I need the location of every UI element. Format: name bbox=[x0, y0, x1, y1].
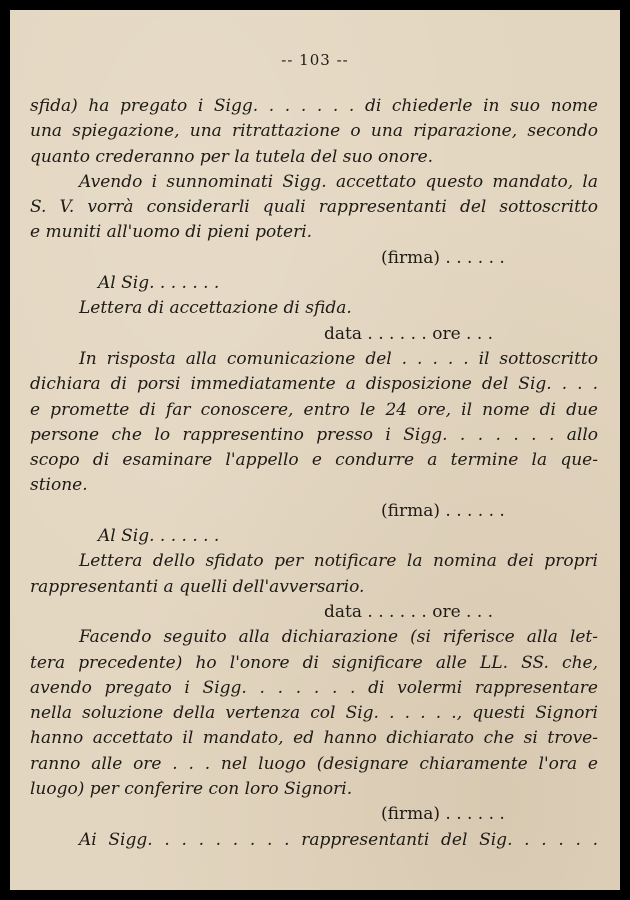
text-line: In risposta alla comunicazione del . . . . . il sottoscritto bbox=[79, 348, 598, 369]
page-text bbox=[30, 94, 598, 853]
text-line: ranno alle ore . . . nel luogo (designare chiaramente l'ora e bbox=[30, 753, 598, 774]
text-line: Avendo i sunnominati Sigg. accettato questo mandato, la bbox=[79, 171, 598, 192]
text-line: luogo) per conferire con loro Signori. bbox=[30, 779, 353, 800]
text-line: tera precedente) ho l'onore di significare alle LL. SS. che, bbox=[30, 652, 598, 673]
addressee-line: Ai Sigg. . . . . . . . . rappresentanti del Sig. . . . . . bbox=[79, 829, 598, 850]
text-line: persone che lo rappresentino presso i Sigg. . . . . . . allo bbox=[30, 424, 598, 445]
text-line: e promette di far conoscere, entro le 24 ore, il nome di due bbox=[30, 399, 598, 420]
addressee-line: Al Sig. . . . . . . bbox=[98, 273, 220, 294]
page-number: -- 103 -- bbox=[281, 51, 349, 69]
signature-line: (firma) . . . . . . bbox=[381, 247, 505, 268]
text-line: scopo di esaminare l'appello e condurre a termine la que- bbox=[30, 450, 598, 471]
date-line: data . . . . . . ore . . . bbox=[324, 323, 494, 344]
letter-heading: Lettera dello sfidato per notificare la nomina dei propri bbox=[79, 551, 598, 572]
text-line: Facendo seguito alla dichiarazione (si riferisce alla let- bbox=[79, 627, 598, 648]
text-line: hanno accettato il mandato, ed hanno dichiarato che si trove- bbox=[30, 728, 598, 749]
date-line: data . . . . . . ore . . . bbox=[324, 601, 494, 622]
text-line: e muniti all'uomo di pieni poteri. bbox=[30, 222, 313, 243]
text-line: S. V. vorrà considerarli quali rappresentanti del sottoscritto bbox=[30, 197, 598, 218]
text-line: avendo pregato i Sigg. . . . . . . di volermi rappresentare bbox=[30, 677, 598, 698]
text-line: dichiara di porsi immediatamente a disposizione del Sig. . . . bbox=[30, 374, 598, 395]
text-line: stione. bbox=[30, 475, 88, 496]
text-line: quanto crederanno per la tutela del suo onore. bbox=[30, 146, 434, 167]
letter-heading: Lettera di accettazione di sfida. bbox=[79, 298, 352, 319]
signature-line: (firma) . . . . . . bbox=[381, 804, 505, 825]
text-line: sfida) ha pregato i Sigg. . . . . . . di chiederle in suo nome bbox=[30, 96, 598, 116]
signature-line: (firma) . . . . . . bbox=[381, 500, 505, 521]
text-line: una spiegazione, una ritrattazione o una riparazione, secondo bbox=[30, 121, 598, 142]
book-page bbox=[10, 10, 620, 890]
addressee-line: Al Sig. . . . . . . bbox=[98, 526, 220, 547]
text-line: nella soluzione della vertenza col Sig. . . . . ., questi Signori bbox=[30, 703, 598, 724]
letter-heading: rappresentanti a quelli dell'avversario. bbox=[30, 576, 365, 597]
